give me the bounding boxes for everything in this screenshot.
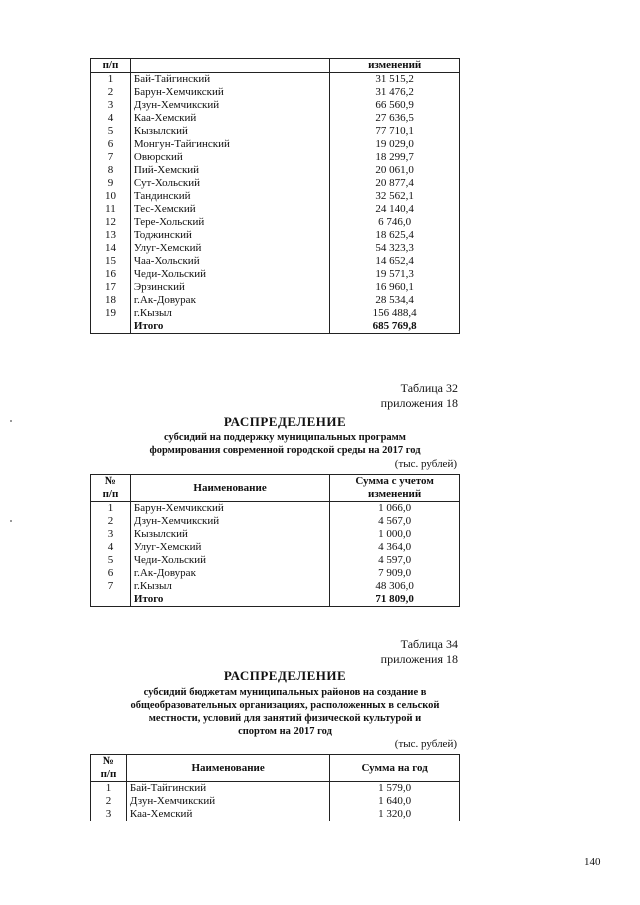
row-name: Чаа-Хольский bbox=[130, 255, 329, 268]
table-row bbox=[91, 216, 460, 229]
row-name: Тере-Хольский bbox=[130, 216, 329, 229]
row-sum: 1 579,0 bbox=[330, 782, 460, 796]
table-row bbox=[91, 541, 460, 554]
table-header-row bbox=[91, 59, 460, 73]
row-sum: 19 571,3 bbox=[330, 268, 460, 281]
row-number: 2 bbox=[91, 515, 131, 528]
row-number: 7 bbox=[91, 151, 131, 164]
row-sum: 18 299,7 bbox=[330, 151, 460, 164]
row-sum: 19 029,0 bbox=[330, 138, 460, 151]
row-number: 16 bbox=[91, 268, 131, 281]
table-row bbox=[91, 528, 460, 541]
table-row bbox=[91, 294, 460, 307]
total-row bbox=[91, 320, 460, 334]
row-name: Кызылский bbox=[130, 125, 329, 138]
scan-mark bbox=[10, 520, 12, 522]
row-name: Бай-Тайгинский bbox=[130, 73, 329, 87]
appendix-label-34: приложения 18 bbox=[380, 652, 458, 666]
row-sum: 4 597,0 bbox=[330, 554, 460, 567]
appendix-label-32: приложения 18 bbox=[380, 396, 458, 410]
row-sum: 32 562,1 bbox=[330, 190, 460, 203]
row-sum: 24 140,4 bbox=[330, 203, 460, 216]
table-header-row bbox=[91, 755, 460, 782]
total-value: 71 809,0 bbox=[330, 593, 460, 607]
row-number: 17 bbox=[91, 281, 131, 294]
row-number: 5 bbox=[91, 554, 131, 567]
row-sum: 48 306,0 bbox=[330, 580, 460, 593]
row-number: 18 bbox=[91, 294, 131, 307]
table-row bbox=[91, 515, 460, 528]
row-name: Тес-Хемский bbox=[130, 203, 329, 216]
header-name bbox=[130, 59, 329, 73]
distribution-heading-34: РАСПРЕДЕЛЕНИЕ bbox=[223, 668, 347, 683]
table-row bbox=[91, 99, 460, 112]
row-name: Кызылский bbox=[130, 528, 329, 541]
row-number: 9 bbox=[91, 177, 131, 190]
row-number: 7 bbox=[91, 580, 131, 593]
units-label-34: (тыс. рублей) bbox=[394, 738, 457, 750]
row-name: Каа-Хемский bbox=[126, 808, 329, 821]
row-name: г.Ак-Довурак bbox=[130, 294, 329, 307]
row-number: 3 bbox=[91, 99, 131, 112]
table-row bbox=[91, 281, 460, 294]
row-number: 5 bbox=[91, 125, 131, 138]
table-row bbox=[91, 112, 460, 125]
row-name: г.Кызыл bbox=[130, 580, 329, 593]
row-name: Тоджинский bbox=[130, 229, 329, 242]
header-sum: изменений bbox=[330, 59, 460, 73]
total-row bbox=[91, 593, 460, 607]
table-row bbox=[91, 125, 460, 138]
row-sum: 1 320,0 bbox=[330, 808, 460, 821]
table-row bbox=[91, 229, 460, 242]
row-number: 15 bbox=[91, 255, 131, 268]
total-label: Итого bbox=[130, 320, 329, 334]
table-row bbox=[91, 203, 460, 216]
table-row bbox=[91, 782, 460, 796]
row-name: Дзун-Хемчикский bbox=[126, 795, 329, 808]
total-label: Итого bbox=[130, 593, 329, 607]
row-number: 1 bbox=[91, 502, 131, 516]
table-header-row bbox=[91, 475, 460, 502]
row-name: Каа-Хемский bbox=[130, 112, 329, 125]
row-sum: 77 710,1 bbox=[330, 125, 460, 138]
row-number: 3 bbox=[91, 808, 127, 821]
row-sum: 18 625,4 bbox=[330, 229, 460, 242]
table-row bbox=[91, 502, 460, 516]
row-number: 8 bbox=[91, 164, 131, 177]
header-sum: Сумма с учетом изменений bbox=[330, 475, 460, 502]
row-name: Сут-Хольский bbox=[130, 177, 329, 190]
table-row bbox=[91, 242, 460, 255]
table-32 bbox=[90, 474, 460, 607]
row-name: г.Ак-Довурак bbox=[130, 567, 329, 580]
row-name: Барун-Хемчикский bbox=[130, 86, 329, 99]
header-name: Наименование bbox=[126, 755, 329, 782]
row-sum: 27 636,5 bbox=[330, 112, 460, 125]
row-name: Бай-Тайгинский bbox=[126, 782, 329, 796]
distribution-subheading-34: субсидий бюджетам муниципальных районов на создание в общеобразовательных организациях, расположенных в сельской местности, условий для занятий физической культурой и спортом на 2017 год bbox=[130, 687, 440, 737]
table-row bbox=[91, 164, 460, 177]
table-row bbox=[91, 177, 460, 190]
table-row bbox=[91, 190, 460, 203]
row-name: Чеди-Хольский bbox=[130, 554, 329, 567]
row-sum: 156 488,4 bbox=[330, 307, 460, 320]
row-sum: 14 652,4 bbox=[330, 255, 460, 268]
row-sum: 1 066,0 bbox=[330, 502, 460, 516]
table-34 bbox=[90, 754, 460, 821]
table-label-32: Таблица 32 bbox=[400, 381, 458, 395]
distribution-heading-32: РАСПРЕДЕЛЕНИЕ bbox=[223, 414, 347, 429]
distribution-subheading-32: субсидий на поддержку муниципальных программ формирования современной городской среды на 2017 год bbox=[149, 432, 421, 456]
header-name: Наименование bbox=[130, 475, 329, 502]
row-sum: 4 364,0 bbox=[330, 541, 460, 554]
row-name: Тандинский bbox=[130, 190, 329, 203]
table-row bbox=[91, 268, 460, 281]
row-sum: 20 061,0 bbox=[330, 164, 460, 177]
row-number: 3 bbox=[91, 528, 131, 541]
row-name: Пий-Хемский bbox=[130, 164, 329, 177]
header-num: № п/п bbox=[91, 755, 127, 782]
row-name: Дзун-Хемчикский bbox=[130, 99, 329, 112]
row-sum: 6 746,0 bbox=[330, 216, 460, 229]
row-sum: 7 909,0 bbox=[330, 567, 460, 580]
row-sum: 1 640,0 bbox=[330, 795, 460, 808]
row-number: 12 bbox=[91, 216, 131, 229]
row-sum: 4 567,0 bbox=[330, 515, 460, 528]
table-row bbox=[91, 554, 460, 567]
row-number: 11 bbox=[91, 203, 131, 216]
table-row bbox=[91, 86, 460, 99]
row-number: 1 bbox=[91, 73, 131, 87]
row-number: 2 bbox=[91, 86, 131, 99]
row-sum: 16 960,1 bbox=[330, 281, 460, 294]
table-row bbox=[91, 580, 460, 593]
row-number: 6 bbox=[91, 567, 131, 580]
table-row bbox=[91, 795, 460, 808]
table-row bbox=[91, 73, 460, 87]
row-number: 6 bbox=[91, 138, 131, 151]
page-number: 140 bbox=[584, 856, 601, 868]
row-number: 4 bbox=[91, 541, 131, 554]
row-name: г.Кызыл bbox=[130, 307, 329, 320]
row-name: Овюрский bbox=[130, 151, 329, 164]
table-body bbox=[91, 782, 460, 822]
table-label-34: Таблица 34 bbox=[400, 637, 458, 651]
row-number: 4 bbox=[91, 112, 131, 125]
row-number: 10 bbox=[91, 190, 131, 203]
row-number: 2 bbox=[91, 795, 127, 808]
row-sum: 31 476,2 bbox=[330, 86, 460, 99]
row-name: Монгун-Тайгинский bbox=[130, 138, 329, 151]
table-31-continued bbox=[90, 58, 460, 334]
row-name: Чеди-Хольский bbox=[130, 268, 329, 281]
table-body bbox=[91, 73, 460, 321]
row-number: 14 bbox=[91, 242, 131, 255]
row-sum: 28 534,4 bbox=[330, 294, 460, 307]
row-name: Дзун-Хемчикский bbox=[130, 515, 329, 528]
table-row bbox=[91, 567, 460, 580]
table-row bbox=[91, 255, 460, 268]
row-name: Улуг-Хемский bbox=[130, 541, 329, 554]
row-sum: 66 560,9 bbox=[330, 99, 460, 112]
scan-mark bbox=[10, 420, 12, 422]
row-sum: 31 515,2 bbox=[330, 73, 460, 87]
header-num: п/п bbox=[91, 59, 131, 73]
row-sum: 54 323,3 bbox=[330, 242, 460, 255]
table-row bbox=[91, 138, 460, 151]
header-sum: Сумма на год bbox=[330, 755, 460, 782]
units-label-32: (тыс. рублей) bbox=[394, 458, 457, 470]
header-num: № п/п bbox=[91, 475, 131, 502]
total-value: 685 769,8 bbox=[330, 320, 460, 334]
row-number: 1 bbox=[91, 782, 127, 796]
row-name: Улуг-Хемский bbox=[130, 242, 329, 255]
table-body bbox=[91, 502, 460, 594]
row-sum: 1 000,0 bbox=[330, 528, 460, 541]
row-sum: 20 877,4 bbox=[330, 177, 460, 190]
table-row bbox=[91, 307, 460, 320]
table-row bbox=[91, 808, 460, 821]
row-name: Эрзинский bbox=[130, 281, 329, 294]
table-row bbox=[91, 151, 460, 164]
row-number: 13 bbox=[91, 229, 131, 242]
row-name: Барун-Хемчикский bbox=[130, 502, 329, 516]
row-number: 19 bbox=[91, 307, 131, 320]
